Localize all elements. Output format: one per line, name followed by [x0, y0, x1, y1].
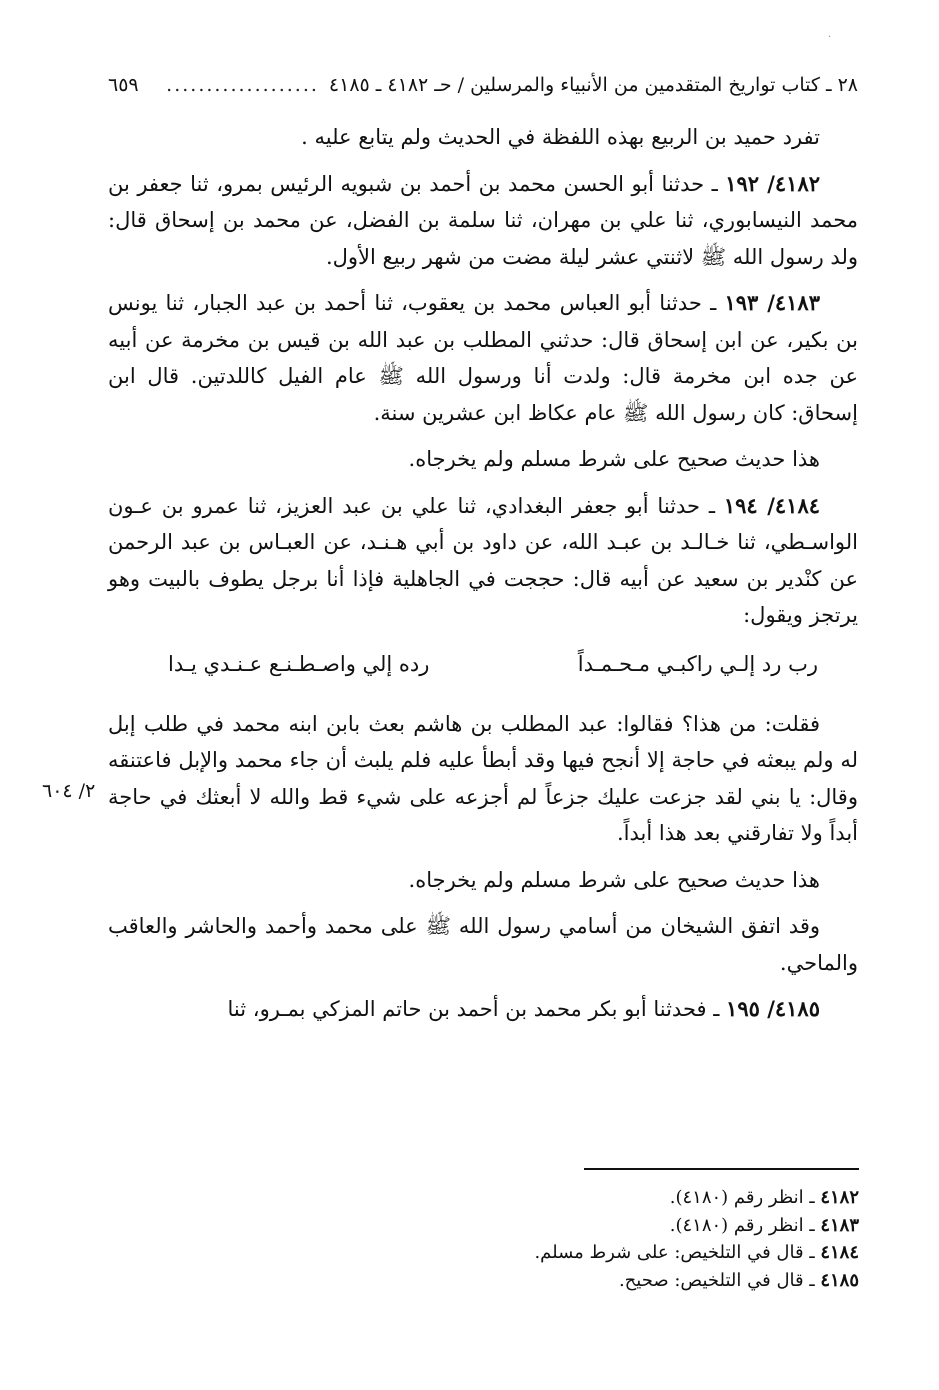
- hadith-4184: [108, 488, 858, 634]
- hadith-4184-continuation: [108, 706, 858, 852]
- footnote-text: ـ قال في التلخيص: صحيح.: [618, 1269, 821, 1291]
- grading-note-1: [108, 441, 858, 478]
- header-leader-dots: ...................: [166, 74, 319, 96]
- footnote-separator: [584, 1168, 859, 1170]
- header-title: ٢٨ ـ كتاب تواريخ المتقدمين من الأنبياء والمرسلين / حـ ٤١٨٢ ـ ٤١٨٥: [328, 74, 858, 96]
- footnote-text: ـ قال في التلخيص: على شرط مسلم.: [534, 1242, 821, 1263]
- hadith-4183: [108, 285, 858, 431]
- page-number: ٦٥٩: [108, 74, 139, 96]
- hadith-4185: [108, 991, 858, 1028]
- hadith-text: ـ فحدثنا أبو بكر محمد بن أحمد بن حاتم المزكي بمـرو، ثنا: [227, 997, 727, 1021]
- footnote-number: ٤١٨٢: [820, 1187, 859, 1208]
- hadith-number: ٤١٨٤/ ١٩٤: [723, 492, 821, 518]
- footnote-item: [259, 1267, 859, 1295]
- grading-note-2: [108, 862, 858, 899]
- scan-mark: ·: [828, 32, 832, 43]
- hadith-4184-continuation-wrap: [42, 706, 858, 852]
- names-note: [108, 908, 858, 981]
- hadith-4182: [108, 166, 858, 276]
- footnote-number: ٤١٨٣: [820, 1214, 859, 1236]
- footnote-number: ٤١٨٤: [820, 1242, 859, 1263]
- footnote-text: ـ انظر رقم (٤١٨٠).: [669, 1187, 821, 1208]
- paragraph-text: فقلت: من هذا؟ فقالوا: عبد المطلب بن هاشم بعث بابن ابنه محمد في طلب إبل له ولم يبعثه في حاجة إلا أنجح فيها وقد أبطأ عليه فلم يلبث أن جاء محمد والإبل فاعتنقه وقال: يا بني لقد جزعت عليك جزعاً لم أجزعه على شيء قط والله لا أبعثك في حاجة أبداً ولا تفارقني بعد هذا أبداً.: [108, 711, 858, 845]
- poem-hemistich-second: رده إلي واصـطـنـع عـنـدي يـدا: [168, 651, 430, 676]
- margin-reference: ٢/ ٦٠٤: [42, 779, 96, 802]
- footnote-item: [259, 1212, 859, 1240]
- footnote-number: ٤١٨٥: [820, 1269, 859, 1291]
- paragraph-text: تفرد حميد بن الربيع بهذه اللفظة في الحديث ولم يتابع عليه .: [301, 125, 820, 149]
- main-text: [42, 119, 858, 1028]
- poem-verse: [108, 652, 858, 676]
- hadith-number: ٤١٨٥/ ١٩٥: [726, 996, 820, 1021]
- footnote-item: [259, 1239, 859, 1267]
- paragraph-text: وقد اتفق الشيخان من أسامي رسول الله ﷺ على محمد وأحمد والحاشر والعاقب والماحي.: [108, 914, 858, 975]
- running-header: [108, 74, 858, 111]
- hadith-number: ٤١٨٢/ ١٩٢: [725, 170, 821, 196]
- hadith-text: ـ حدثنا أبو الحسن محمد بن أحمد بن شبويه الرئيس بمرو، ثنا جعفر بن محمد النيسابوري، ثنا علي بن مهران، ثنا سلمة بن الفضل، عن محمد بن إسحاق قال: ولد رسول الله ﷺ لاثنتي عشر ليلة مضت من شهر ربيع الأول.: [108, 171, 858, 269]
- footnotes: [259, 1184, 859, 1294]
- hadith-text: ـ حدثنا أبو جعفر البغدادي، ثنا علي بن عبد العزيز، ثنا عمرو بن عـون الواسـطي، ثنا خـالـد بن عبـد الله، عن داود بن أبي هـنـد، عن العبـاس بن عبد الرحمن عن كنْدير بن سعيد عن أبيه قال: حججت في الجاهلية فإذا أنا برجل يطوف بالبيت وهو يرتجز ويقول:: [108, 493, 858, 627]
- page: [42, 74, 858, 1038]
- hadith-text: ـ حدثنا أبو العباس محمد بن يعقوب، ثنا أحمد بن عبد الجبار، ثنا يونس بن بكير، عن ابن إسحاق قال: حدثني المطلب بن عبد الله بن قيس بن مخرمة عن أبيه عن جده ابن مخرمة قال: ولدت أنا ورسول الله ﷺ عام الفيل كاللدتين. قال ابن إسحاق: كان رسول الله ﷺ عام عكاظ ابن عشرين سنة.: [108, 291, 858, 425]
- footnote-text: ـ انظر رقم (٤١٨٠).: [669, 1214, 821, 1236]
- paragraph-text: هذا حديث صحيح على شرط مسلم ولم يخرجاه.: [408, 867, 820, 892]
- paragraph-text: هذا حديث صحيح على شرط مسلم ولم يخرجاه.: [408, 447, 820, 471]
- paragraph-note-1: [108, 119, 858, 156]
- hadith-number: ٤١٨٣/ ١٩٣: [724, 290, 820, 315]
- footnote-item: [259, 1184, 859, 1212]
- poem-hemistich-first: رب رد إلـي راكبـي مـحـمـداً: [577, 651, 818, 676]
